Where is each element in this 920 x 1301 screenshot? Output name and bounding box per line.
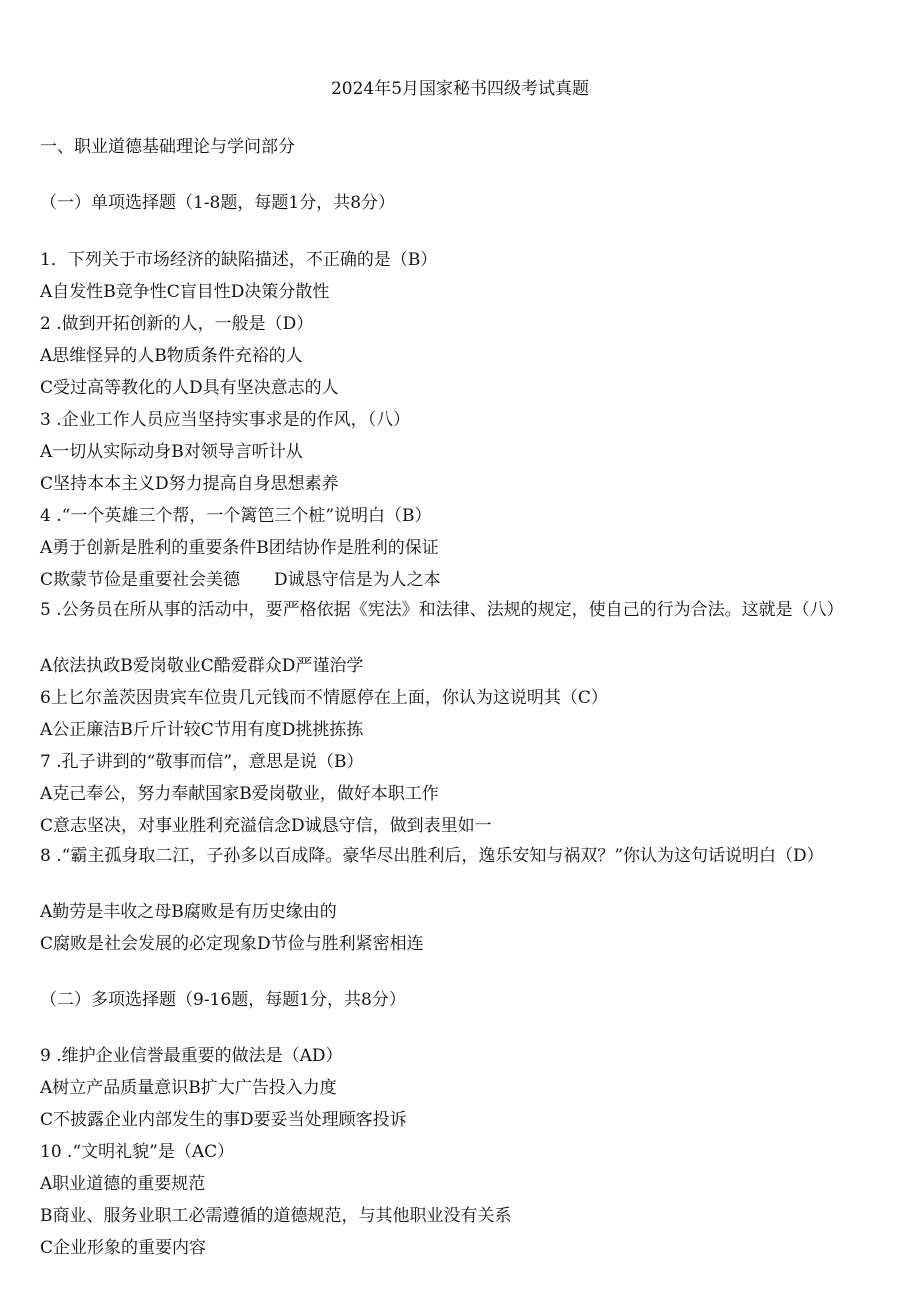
question-8-options-line1: A勤劳是丰收之母B腐败是有历史缘由的 bbox=[40, 902, 337, 922]
question-1-options: A自发性B竞争性C盲目性D决策分散性 bbox=[40, 282, 330, 302]
section-heading: 一、职业道德基础理论与学问部分 bbox=[40, 137, 295, 157]
question-3-options-line2: C坚持本本主义D努力提高自身思想素养 bbox=[40, 474, 339, 494]
question-1-stem: 1．下列关于市场经济的缺陷描述，不正确的是（B） bbox=[40, 250, 438, 270]
question-10-option-a: A职业道德的重要规范 bbox=[40, 1174, 206, 1194]
document-title: 2024年5月国家秘书四级考试真题 bbox=[330, 79, 590, 99]
subsection-heading-multiple-choice: （二）多项选择题（9-16题，每题1分，共8分） bbox=[40, 990, 406, 1010]
question-3-options-line1: A一切从实际动身B对领导言听计从 bbox=[40, 442, 303, 462]
question-8-options-line2: C腐败是社会发展的必定现象D节俭与胜利紧密相连 bbox=[40, 934, 424, 954]
question-2-stem: 2 .做到开拓创新的人，一般是（D） bbox=[40, 314, 314, 334]
subsection-heading-single-choice: （一）单项选择题（1-8题，每题1分，共8分） bbox=[40, 193, 396, 213]
question-10-option-c: C企业形象的重要内容 bbox=[40, 1238, 207, 1258]
question-5-stem: 5 .公务员在所从事的活动中，要严格依据《宪法》和法律、法规的规定，使自己的行为合法。这就是（八） bbox=[40, 600, 844, 620]
question-8-stem: 8 .“霸主孤身取二江，子孙多以百成降。豪华尽出胜利后，逸乐安知与祸双？”你认为这句话说明白（D） bbox=[40, 846, 824, 866]
question-3-stem: 3 .企业工作人员应当坚持实事求是的作风，（八） bbox=[40, 410, 411, 430]
question-2-options-line1: A思维怪异的人B物质条件充裕的人 bbox=[40, 346, 303, 366]
question-9-options-line2: C不披露企业内部发生的事D要妥当处理顾客投诉 bbox=[40, 1110, 407, 1130]
question-5-options: A依法执政B爱岗敬业C酷爱群众D严谨治学 bbox=[40, 656, 364, 676]
question-9-stem: 9 .维护企业信誉最重要的做法是（AD） bbox=[40, 1046, 343, 1066]
question-4-options-line2: C欺蒙节俭是重要社会美德 D诚恳守信是为人之本 bbox=[40, 570, 441, 590]
question-6-options: A公正廉洁B斤斤计较C节用有度D挑挑拣拣 bbox=[40, 720, 364, 740]
question-7-options-line2: C意志坚决，对事业胜利充溢信念D诚恳守信，做到表里如一 bbox=[40, 816, 492, 836]
question-4-options-line1: A勇于创新是胜利的重要条件B团结协作是胜利的保证 bbox=[40, 538, 439, 558]
question-9-options-line1: A树立产品质量意识B扩大广告投入力度 bbox=[40, 1078, 337, 1098]
question-10-option-b: B商业、服务业职工必需遵循的道德规范，与其他职业没有关系 bbox=[40, 1206, 512, 1226]
question-2-options-line2: C受过高等教化的人D具有坚决意志的人 bbox=[40, 378, 339, 398]
question-10-stem: 10 .“文明礼貌”是（AC） bbox=[40, 1142, 235, 1162]
question-6-stem: 6上匕尔盖茨因贵宾车位贵几元钱而不情愿停在上面，你认为这说明其（C） bbox=[40, 688, 608, 708]
question-7-stem: 7 .孔子讲到的“敬事而信”，意思是说（B） bbox=[40, 752, 364, 772]
question-4-stem: 4 .“一个英雄三个帮，一个篱笆三个桩”说明白（B） bbox=[40, 506, 432, 526]
question-7-options-line1: A克己奉公，努力奉献国家B爱岗敬业，做好本职工作 bbox=[40, 784, 439, 804]
